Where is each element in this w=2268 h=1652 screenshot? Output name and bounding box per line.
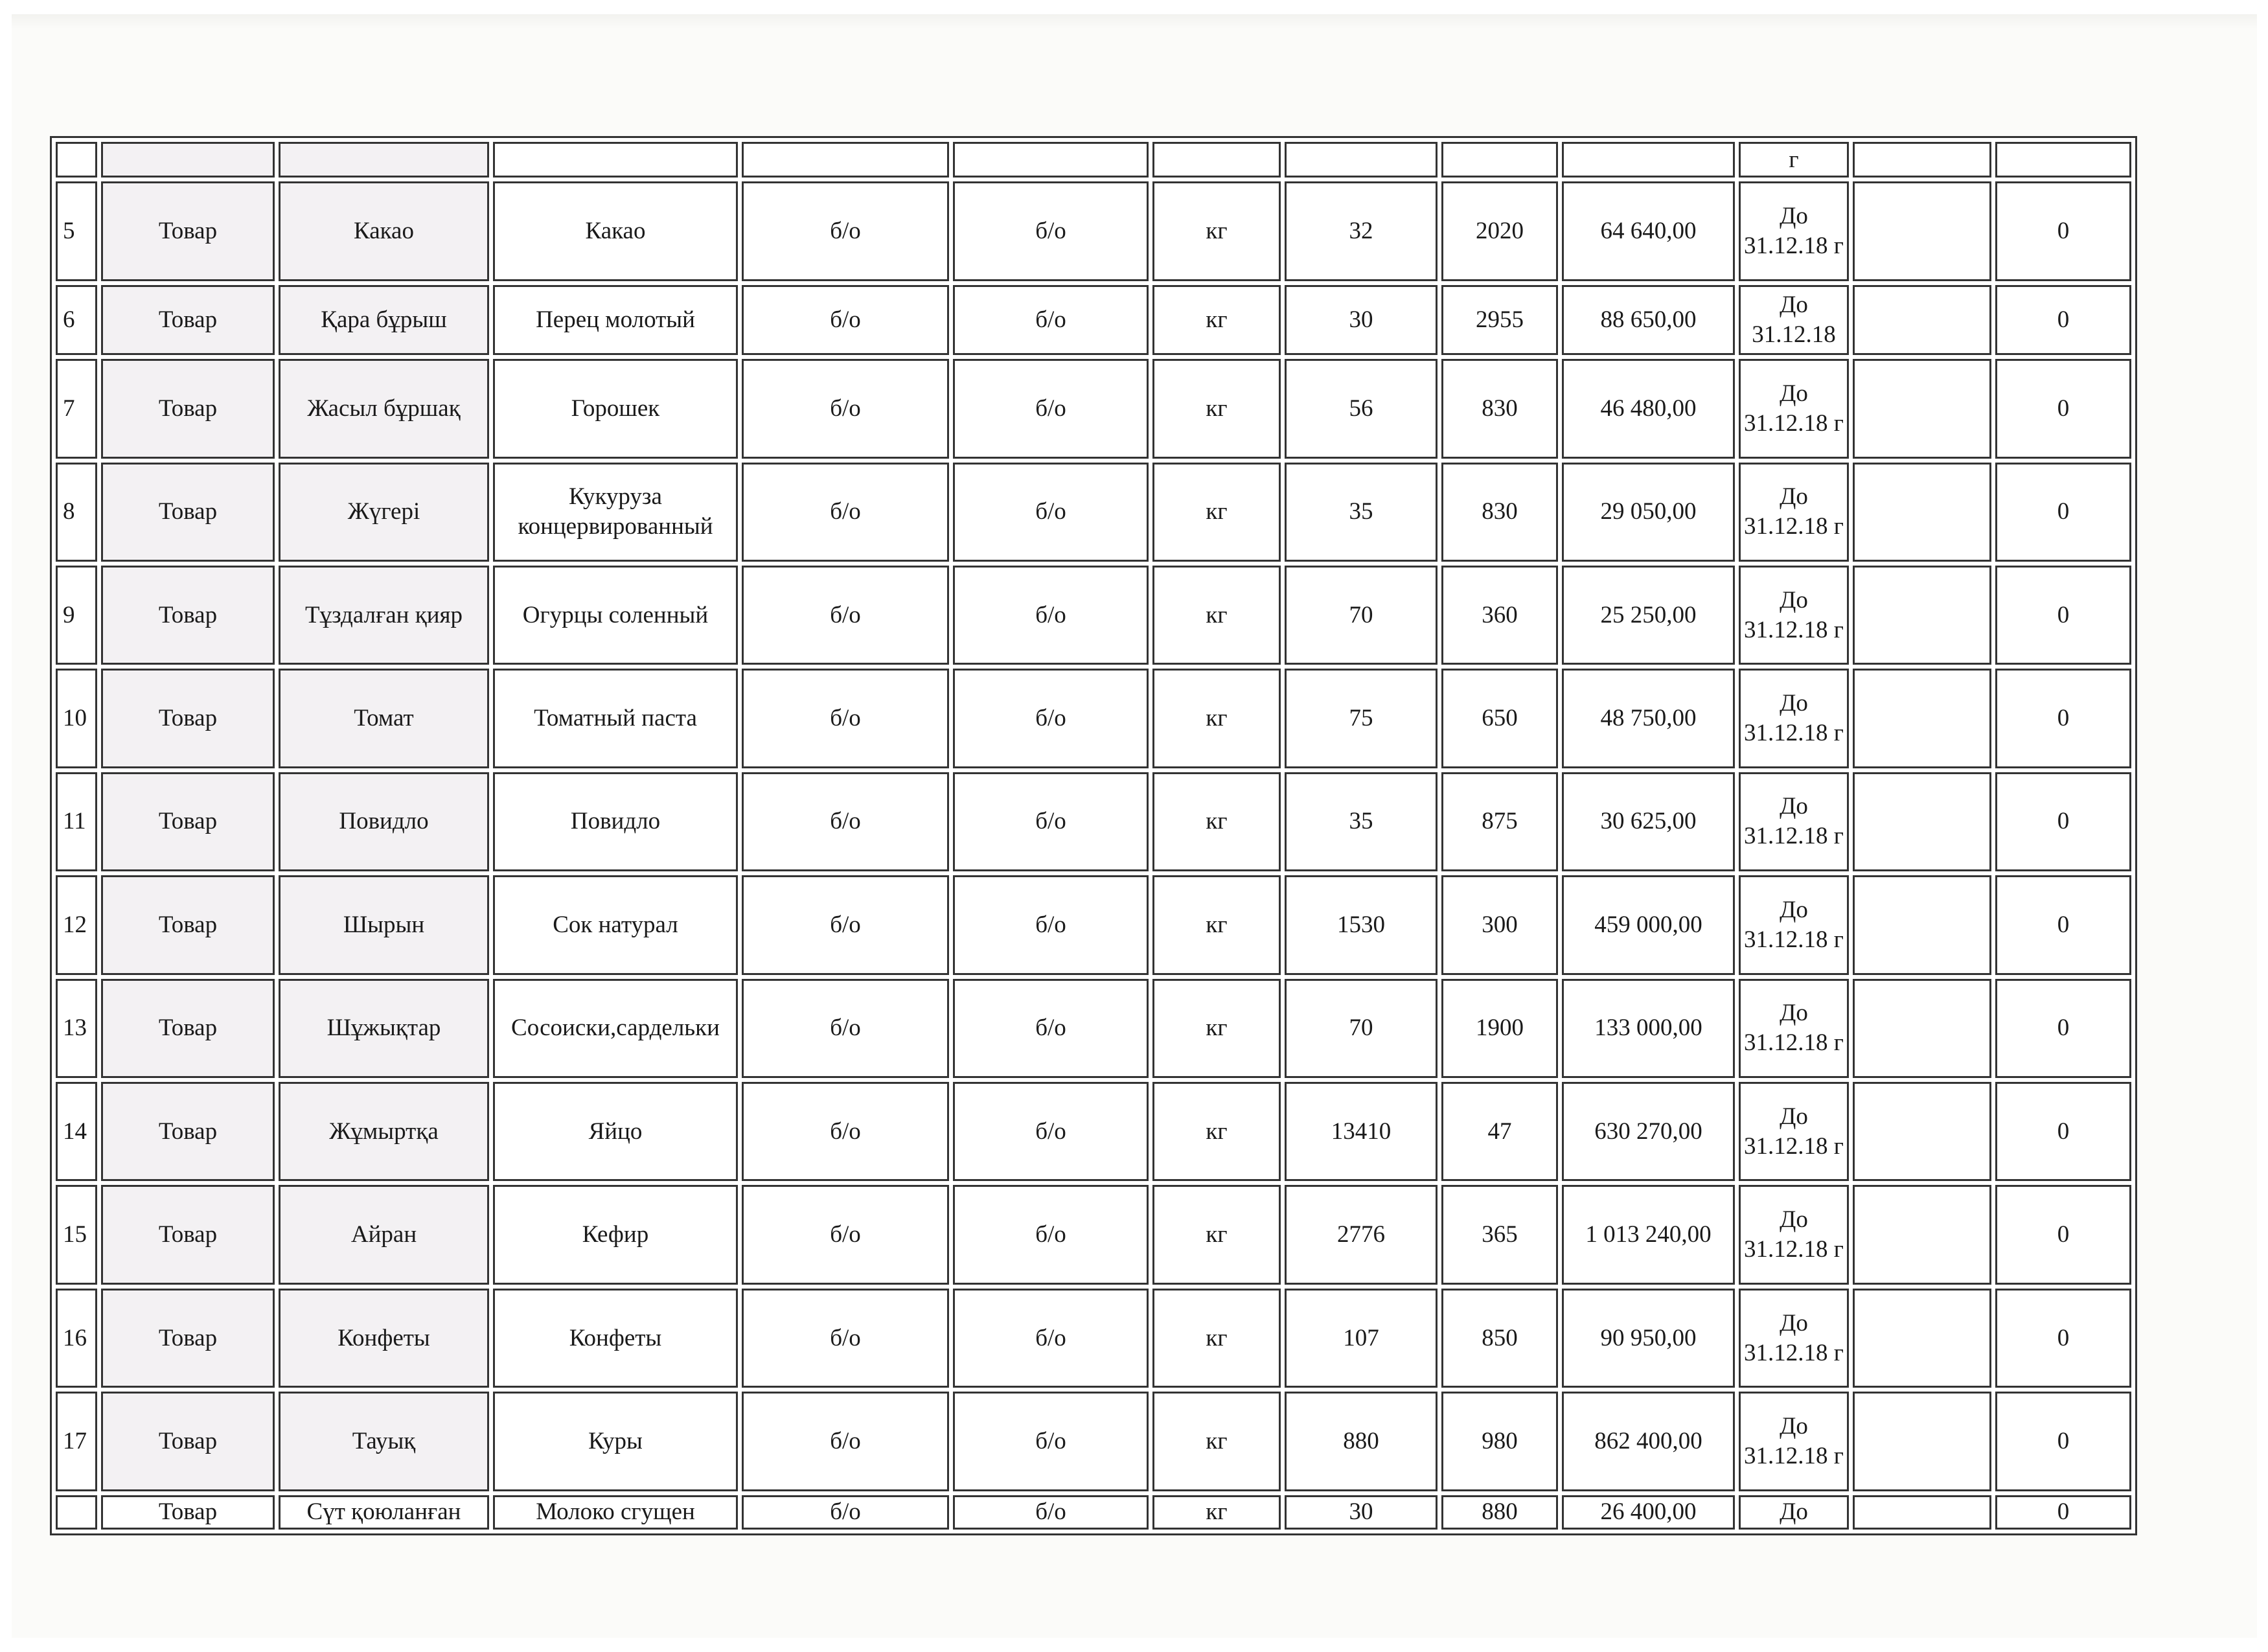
cell-price: 830 (1441, 359, 1558, 458)
cell-type: Товар (101, 566, 275, 665)
cell-quantity: 13410 (1285, 1082, 1438, 1181)
cell-type: Товар (101, 979, 275, 1078)
cell-number: 7 (56, 359, 97, 458)
cell-col5: б/о (742, 1185, 949, 1284)
cell-col5 (742, 142, 949, 178)
cell-col6 (953, 142, 1149, 178)
cell-col5: б/о (742, 1495, 949, 1530)
table-row (56, 875, 2131, 974)
cell-col13: 0 (1995, 359, 2131, 458)
cell-col6: б/о (953, 181, 1149, 281)
cell-price: 300 (1441, 875, 1558, 974)
cell-col6: б/о (953, 566, 1149, 665)
cell-unit: кг (1152, 772, 1281, 871)
cell-col12 (1853, 669, 1991, 768)
cell-price: 1900 (1441, 979, 1558, 1078)
cell-col13: 0 (1995, 181, 2131, 281)
cell-name-ru: Повидло (493, 772, 738, 871)
cell-col6: б/о (953, 875, 1149, 974)
cell-col13: 0 (1995, 285, 2131, 355)
cell-amount: 25 250,00 (1562, 566, 1735, 665)
cell-name-ru: Кукуруза концервированный (493, 463, 738, 562)
cell-col5: б/о (742, 181, 949, 281)
cell-price: 2955 (1441, 285, 1558, 355)
cell-col6: б/о (953, 359, 1149, 458)
cell-quantity: 70 (1285, 979, 1438, 1078)
cell-col5: б/о (742, 979, 949, 1078)
cell-name-kz: Айран (279, 1185, 489, 1284)
cell-col6: б/о (953, 1289, 1149, 1388)
cell-name-ru: Конфеты (493, 1289, 738, 1388)
cell-type: Товар (101, 1392, 275, 1491)
cell-name-ru: Перец молотый (493, 285, 738, 355)
cell-name-kz: Томат (279, 669, 489, 768)
cell-col13: 0 (1995, 979, 2131, 1078)
cell-quantity: 35 (1285, 772, 1438, 871)
cell-name-kz: Конфеты (279, 1289, 489, 1388)
cell-col13: 0 (1995, 1289, 2131, 1388)
cell-price: 980 (1441, 1392, 1558, 1491)
cell-price (1441, 142, 1558, 178)
cell-col5: б/о (742, 772, 949, 871)
cell-col5: б/о (742, 1392, 949, 1491)
cell-number: 6 (56, 285, 97, 355)
cell-amount: 46 480,00 (1562, 359, 1735, 458)
cell-type: Товар (101, 1185, 275, 1284)
cell-type: Товар (101, 1495, 275, 1530)
cell-amount: 90 950,00 (1562, 1289, 1735, 1388)
table-row (56, 1185, 2131, 1284)
cell-number: 11 (56, 772, 97, 871)
cell-col13: 0 (1995, 1392, 2131, 1491)
cell-quantity: 35 (1285, 463, 1438, 562)
cell-quantity (1285, 142, 1438, 178)
cell-price: 360 (1441, 566, 1558, 665)
cell-col5: б/о (742, 359, 949, 458)
cell-unit: кг (1152, 1392, 1281, 1491)
cell-name-ru: Горошек (493, 359, 738, 458)
cell-name-ru: Сосоиски,сардельки (493, 979, 738, 1078)
cell-col12 (1853, 1289, 1991, 1388)
cell-amount: 133 000,00 (1562, 979, 1735, 1078)
cell-col6: б/о (953, 285, 1149, 355)
cell-price: 650 (1441, 669, 1558, 768)
cell-col5: б/о (742, 669, 949, 768)
cell-unit (1152, 142, 1281, 178)
cell-unit: кг (1152, 1495, 1281, 1530)
cell-name-ru: Кефир (493, 1185, 738, 1284)
cell-term: До 31.12.18 г (1739, 1082, 1849, 1181)
cell-name-kz: Шырын (279, 875, 489, 974)
cell-col12 (1853, 285, 1991, 355)
cell-col13 (1995, 142, 2131, 178)
cell-name-kz: Шұжықтар (279, 979, 489, 1078)
cell-term: До 31.12.18 (1739, 285, 1849, 355)
cell-unit: кг (1152, 1289, 1281, 1388)
cell-price: 47 (1441, 1082, 1558, 1181)
cell-name-kz: Жүгері (279, 463, 489, 562)
cell-name-kz (279, 142, 489, 178)
cell-col6: б/о (953, 1082, 1149, 1181)
cell-col12 (1853, 1185, 1991, 1284)
cell-type: Товар (101, 285, 275, 355)
cell-name-ru: Сок натурал (493, 875, 738, 974)
cell-col12 (1853, 359, 1991, 458)
cell-term: До 31.12.18 г (1739, 359, 1849, 458)
cell-name-ru: Молоко сгущен (493, 1495, 738, 1530)
cell-quantity: 880 (1285, 1392, 1438, 1491)
cell-number: 8 (56, 463, 97, 562)
cell-col12 (1853, 181, 1991, 281)
cell-col13: 0 (1995, 463, 2131, 562)
goods-table (50, 136, 2137, 1535)
table-row (56, 1392, 2131, 1491)
cell-price: 830 (1441, 463, 1558, 562)
cell-unit: кг (1152, 1185, 1281, 1284)
cell-amount (1562, 142, 1735, 178)
cell-col12 (1853, 772, 1991, 871)
cell-price: 365 (1441, 1185, 1558, 1284)
cell-quantity: 30 (1285, 285, 1438, 355)
cell-col6: б/о (953, 772, 1149, 871)
cell-col13: 0 (1995, 1495, 2131, 1530)
cell-unit: кг (1152, 285, 1281, 355)
cell-type: Товар (101, 1289, 275, 1388)
cell-term: До 31.12.18 г (1739, 669, 1849, 768)
cell-col6: б/о (953, 669, 1149, 768)
cell-col5: б/о (742, 1289, 949, 1388)
cell-price: 2020 (1441, 181, 1558, 281)
table-row (56, 669, 2131, 768)
cell-amount: 459 000,00 (1562, 875, 1735, 974)
cell-number (56, 142, 97, 178)
cell-name-ru: Яйцо (493, 1082, 738, 1181)
cell-name-ru: Куры (493, 1392, 738, 1491)
table-row (56, 566, 2131, 665)
cell-term: До 31.12.18 г (1739, 181, 1849, 281)
cell-name-kz: Тауық (279, 1392, 489, 1491)
cell-amount: 26 400,00 (1562, 1495, 1735, 1530)
cell-name-ru: Огурцы соленный (493, 566, 738, 665)
cell-name-kz: Қара бұрыш (279, 285, 489, 355)
cell-col5: б/о (742, 1082, 949, 1181)
cell-col13: 0 (1995, 669, 2131, 768)
cell-name-kz: Повидло (279, 772, 489, 871)
table-row (56, 142, 2131, 178)
cell-term: До 31.12.18 г (1739, 1289, 1849, 1388)
cell-col13: 0 (1995, 1082, 2131, 1181)
cell-col6: б/о (953, 1495, 1149, 1530)
cell-quantity: 2776 (1285, 1185, 1438, 1284)
cell-quantity: 75 (1285, 669, 1438, 768)
cell-term: До 31.12.18 г (1739, 772, 1849, 871)
cell-unit: кг (1152, 669, 1281, 768)
cell-quantity: 1530 (1285, 875, 1438, 974)
table-row (56, 181, 2131, 281)
cell-name-ru: Томатный паста (493, 669, 738, 768)
cell-name-kz: Тұздалған қияр (279, 566, 489, 665)
cell-amount: 862 400,00 (1562, 1392, 1735, 1491)
cell-quantity: 32 (1285, 181, 1438, 281)
table-row (56, 1082, 2131, 1181)
cell-col6: б/о (953, 979, 1149, 1078)
cell-col12 (1853, 1495, 1991, 1530)
cell-number: 14 (56, 1082, 97, 1181)
cell-col5: б/о (742, 875, 949, 974)
cell-col6: б/о (953, 463, 1149, 562)
cell-term: До 31.12.18 г (1739, 566, 1849, 665)
cell-unit: кг (1152, 181, 1281, 281)
cell-col12 (1853, 566, 1991, 665)
cell-type: Товар (101, 1082, 275, 1181)
cell-quantity: 70 (1285, 566, 1438, 665)
cell-term: г (1739, 142, 1849, 178)
cell-number: 10 (56, 669, 97, 768)
cell-amount: 88 650,00 (1562, 285, 1735, 355)
cell-unit: кг (1152, 979, 1281, 1078)
cell-unit: кг (1152, 359, 1281, 458)
cell-number: 12 (56, 875, 97, 974)
cell-number: 5 (56, 181, 97, 281)
cell-amount: 30 625,00 (1562, 772, 1735, 871)
cell-quantity: 107 (1285, 1289, 1438, 1388)
cell-col5: б/о (742, 285, 949, 355)
cell-amount: 48 750,00 (1562, 669, 1735, 768)
cell-unit: кг (1152, 463, 1281, 562)
cell-amount: 64 640,00 (1562, 181, 1735, 281)
cell-number: 9 (56, 566, 97, 665)
cell-name-kz: Жасыл бұршақ (279, 359, 489, 458)
cell-col6: б/о (953, 1185, 1149, 1284)
table-row (56, 463, 2131, 562)
cell-col12 (1853, 875, 1991, 974)
cell-price: 875 (1441, 772, 1558, 871)
table-row (56, 772, 2131, 871)
cell-type: Товар (101, 875, 275, 974)
cell-number (56, 1495, 97, 1530)
cell-term: До 31.12.18 г (1739, 1185, 1849, 1284)
cell-col6: б/о (953, 1392, 1149, 1491)
cell-number: 16 (56, 1289, 97, 1388)
table-row (56, 979, 2131, 1078)
cell-unit: кг (1152, 875, 1281, 974)
cell-name-kz: Сүт қоюланған (279, 1495, 489, 1530)
cell-col12 (1853, 142, 1991, 178)
cell-amount: 29 050,00 (1562, 463, 1735, 562)
cell-unit: кг (1152, 566, 1281, 665)
cell-number: 15 (56, 1185, 97, 1284)
cell-col13: 0 (1995, 772, 2131, 871)
cell-unit: кг (1152, 1082, 1281, 1181)
cell-type: Товар (101, 669, 275, 768)
cell-col12 (1853, 1082, 1991, 1181)
cell-name-ru: Какао (493, 181, 738, 281)
cell-quantity: 30 (1285, 1495, 1438, 1530)
cell-col5: б/о (742, 463, 949, 562)
cell-name-kz: Жұмыртқа (279, 1082, 489, 1181)
cell-type: Товар (101, 359, 275, 458)
cell-col13: 0 (1995, 875, 2131, 974)
table-row (56, 285, 2131, 355)
cell-type: Товар (101, 463, 275, 562)
cell-number: 17 (56, 1392, 97, 1491)
cell-term: До 31.12.18 г (1739, 1392, 1849, 1491)
cell-name-ru (493, 142, 738, 178)
cell-type: Товар (101, 772, 275, 871)
cell-col5: б/о (742, 566, 949, 665)
cell-type (101, 142, 275, 178)
table-row (56, 1289, 2131, 1388)
cell-price: 850 (1441, 1289, 1558, 1388)
cell-amount: 1 013 240,00 (1562, 1185, 1735, 1284)
cell-term: До 31.12.18 г (1739, 875, 1849, 974)
cell-term: До 31.12.18 г (1739, 979, 1849, 1078)
cell-amount: 630 270,00 (1562, 1082, 1735, 1181)
cell-type: Товар (101, 181, 275, 281)
cell-col12 (1853, 979, 1991, 1078)
cell-col13: 0 (1995, 566, 2131, 665)
cell-quantity: 56 (1285, 359, 1438, 458)
cell-term: До 31.12.18 г (1739, 463, 1849, 562)
cell-term: До (1739, 1495, 1849, 1530)
cell-col12 (1853, 463, 1991, 562)
cell-col13: 0 (1995, 1185, 2131, 1284)
cell-price: 880 (1441, 1495, 1558, 1530)
cell-col12 (1853, 1392, 1991, 1491)
cell-number: 13 (56, 979, 97, 1078)
table-row (56, 1495, 2131, 1530)
table-row (56, 359, 2131, 458)
cell-name-kz: Какао (279, 181, 489, 281)
scan-edge-shadow (12, 14, 2257, 29)
